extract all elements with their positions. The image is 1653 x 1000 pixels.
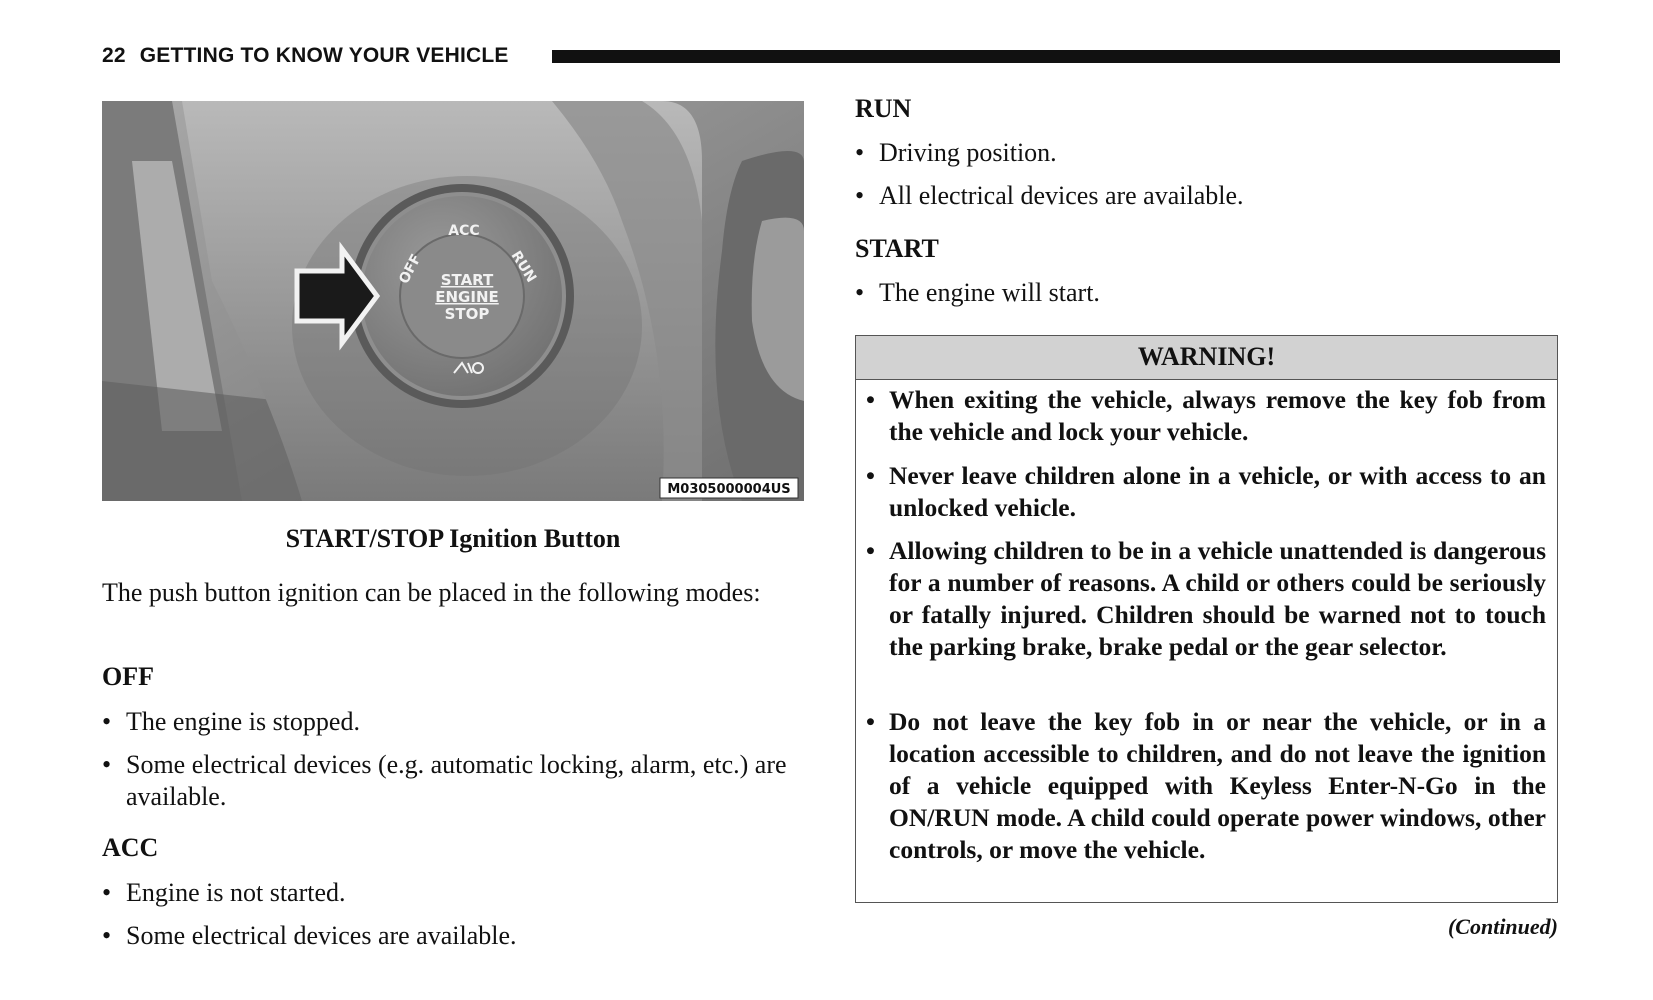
figure-caption: START/STOP Ignition Button <box>285 524 621 553</box>
bullet-glyph: • <box>866 461 875 490</box>
header-rule <box>552 50 1560 63</box>
list-item-text: Driving position. <box>879 138 1057 167</box>
heading-start: START <box>855 234 939 263</box>
list-item-text: Some electrical devices (e.g. automatic locking, alarm, etc.) are available. <box>126 750 787 811</box>
mode-acc-label: ACC <box>448 223 480 239</box>
button-label-start: START <box>440 271 494 289</box>
list-item <box>102 920 804 952</box>
header-text <box>102 44 509 68</box>
bullet-glyph: • <box>866 707 875 736</box>
warning-item <box>866 535 1546 663</box>
warning-item-text: Do not leave the key fob in or near the vehicle, or in a location accessible to children, and do not leave the ignition of a vehicle equipped with Keyless Enter-N-Go in the ON/RUN mode. A child could operate power windows, other controls, or move the vehicle. <box>889 707 1546 864</box>
heading-run: RUN <box>855 94 912 123</box>
bullet-glyph: • <box>102 878 112 907</box>
button-label-engine: ENGINE <box>435 288 499 306</box>
intro-paragraph: The push button ignition can be placed in the following modes: <box>102 578 761 607</box>
list-item-text: The engine will start. <box>879 278 1100 307</box>
section-title: GETTING TO KNOW YOUR VEHICLE <box>139 44 509 67</box>
mode-off-label: OFF <box>396 251 425 287</box>
list-item <box>855 180 1558 212</box>
list-item <box>102 706 804 738</box>
bullet-glyph: • <box>102 921 112 950</box>
button-label-stop: STOP <box>444 305 490 323</box>
warning-item <box>866 706 1546 866</box>
bullet-glyph: • <box>855 138 865 167</box>
list-item-text: All electrical devices are available. <box>879 181 1244 210</box>
list-item <box>102 749 804 813</box>
continued-note: (Continued) <box>1447 914 1558 939</box>
bullet-glyph: • <box>866 536 875 565</box>
warning-item-text: Never leave children alone in a vehicle, or with access to an unlocked vehicle. <box>889 461 1546 522</box>
bullet-glyph: • <box>102 707 112 736</box>
warning-item-text: Allowing children to be in a vehicle unattended is dangerous for a number of reasons. A child or others could be seriously or fatally injured. Children should be warned not to touch the parking brake, brake pedal or the gear selector. <box>889 536 1546 661</box>
list-item <box>855 137 1558 169</box>
bullet-glyph: • <box>102 750 112 779</box>
warning-item-text: When exiting the vehicle, always remove the key fob from the vehicle and lock your vehicle. <box>889 385 1546 446</box>
warning-title: WARNING! <box>856 336 1557 380</box>
bullet-glyph: • <box>855 181 865 210</box>
list-item <box>102 877 804 909</box>
warning-item <box>866 384 1546 448</box>
image-code: M0305000004US <box>667 482 791 497</box>
list-item <box>855 277 1558 309</box>
page-number: 22 <box>102 44 126 67</box>
bullet-glyph: • <box>866 385 875 414</box>
heading-off: OFF <box>102 662 154 691</box>
page-header <box>102 44 1560 72</box>
warning-item <box>866 460 1546 524</box>
list-item-text: Engine is not started. <box>126 878 346 907</box>
list-item-text: The engine is stopped. <box>126 707 360 736</box>
list-item-text: Some electrical devices are available. <box>126 921 517 950</box>
warning-box <box>855 335 1558 903</box>
mode-run-label: RUN <box>507 248 540 286</box>
ignition-illustration <box>102 101 804 501</box>
ignition-button-figure <box>102 101 804 501</box>
bullet-glyph: • <box>855 278 865 307</box>
heading-acc: ACC <box>102 833 159 862</box>
